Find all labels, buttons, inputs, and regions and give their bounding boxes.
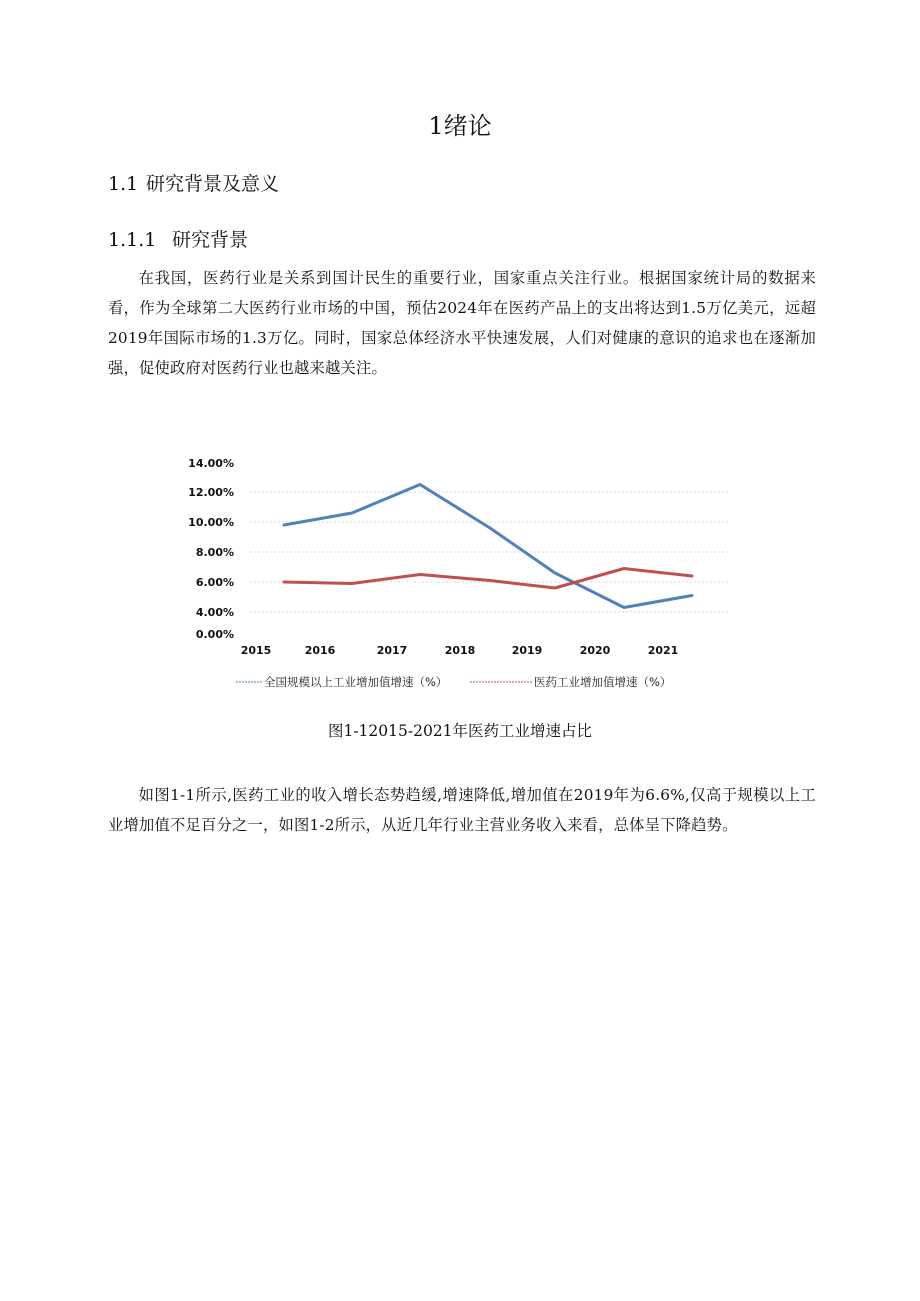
y-tick-label: 12.00% (188, 486, 234, 499)
x-tick-label: 2020 (579, 644, 611, 657)
series-line-national (284, 485, 692, 608)
subsection-number: 1.1.1 (108, 229, 157, 251)
y-tick-label: 0.00% (195, 628, 234, 641)
y-tick-label: 10.00% (188, 516, 234, 529)
paragraph-analysis: 如图1-1所示,医药工业的收入增长态势趋缓,增速降低,增加值在2019年为6.6%,仅高于规模以上工业增加值不足百分之一，如图1-2所示，从近几年行业主营业务收入来看，总体呈下降趋势。 (108, 786, 816, 834)
subsection-title: 研究背景 (172, 229, 249, 251)
y-tick-label: 8.00% (195, 546, 234, 559)
series-line-pharma (284, 569, 692, 589)
y-tick-label: 4.00% (195, 606, 234, 619)
y-tick-label: 6.00% (195, 576, 234, 589)
legend-label: 全国规模以上工业增加值增速（%） (264, 675, 448, 689)
chart-legend (236, 675, 671, 689)
chart-gridlines (250, 492, 728, 612)
growth-line-chart (180, 446, 740, 696)
chapter-title: 1绪论 (428, 112, 492, 140)
y-axis-tick-labels (188, 457, 234, 641)
x-tick-label: 2018 (444, 644, 476, 657)
figure-caption: 图1-12015-2021年医药工业增速占比 (327, 722, 593, 740)
legend-label: 医药工业增加值增速（%） (534, 675, 672, 689)
x-tick-label: 2021 (647, 644, 679, 657)
x-tick-label: 2017 (376, 644, 408, 657)
x-tick-label: 2015 (240, 644, 272, 657)
chart-series-lines (284, 485, 692, 608)
subsection-heading (108, 226, 248, 254)
section-number: 1.1 (108, 173, 139, 195)
section-heading (108, 170, 279, 198)
x-tick-label: 2016 (304, 644, 336, 657)
x-axis-tick-labels (241, 644, 679, 657)
x-tick-label: 2019 (511, 644, 543, 657)
section-title: 研究背景及意义 (146, 173, 280, 195)
paragraph-background: 在我国，医药行业是关系到国计民生的重要行业，国家重点关注行业。根据国家统计局的数据来看，作为全球第二大医药行业市场的中国，预估2024年在医药产品上的支出将达到1.5万亿美元，远超2019年国际市场的1.3万亿。同时，国家总体经济水平快速发展，人们对健康的意识的追求也在逐渐加强，促使政府对医药行业也越来越关注。 (108, 269, 816, 377)
y-tick-label: 14.00% (188, 457, 234, 470)
